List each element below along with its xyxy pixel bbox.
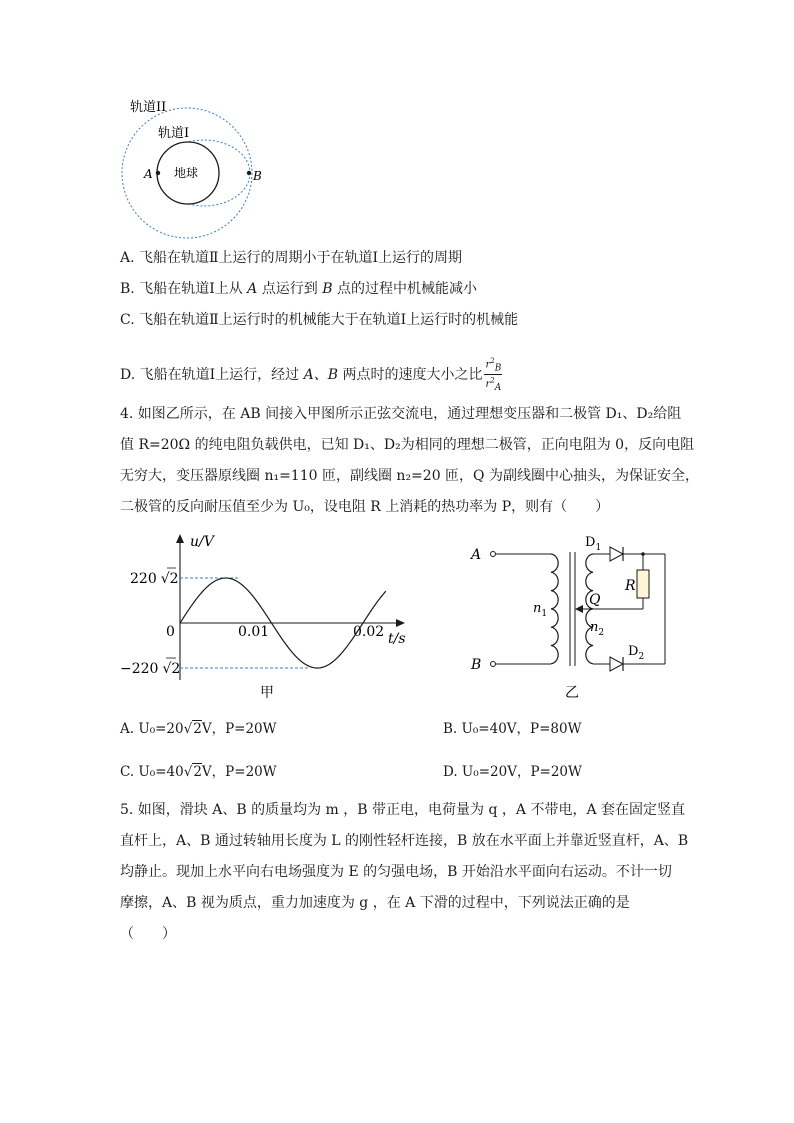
terminal-a-label: A bbox=[471, 547, 482, 563]
center-tap-arrow bbox=[575, 605, 583, 613]
q3-option-d: D. 飞船在轨道Ⅰ上运行，经过 A、B 两点时的速度大小之比 $\frac{r^2_B}{r^2_A}$ bbox=[120, 357, 502, 393]
n2-label: $n_2$ bbox=[590, 620, 605, 638]
q5-stem-line-5: （ ） bbox=[120, 926, 176, 942]
x-tick-002: 0.02 bbox=[353, 624, 385, 640]
figure-jia-caption: 甲 bbox=[260, 685, 274, 701]
terminal-b bbox=[491, 662, 496, 667]
diode-d2-triangle bbox=[610, 657, 623, 671]
point-b-dot bbox=[247, 171, 251, 175]
earth-label: 地球 bbox=[174, 166, 199, 180]
orbit-2-label: 轨道II bbox=[130, 100, 167, 115]
q5-stem-line-4: 摩擦，A、B 视为质点，重力加速度为 g ，在 A 下滑的过程中，下列说法正确的是 bbox=[120, 895, 630, 911]
diode-d1-label: $D_1$ bbox=[585, 535, 602, 553]
resistor-r bbox=[637, 570, 649, 598]
figure-jia-chart bbox=[110, 530, 410, 705]
diode-d2-label: $D_2$ bbox=[628, 644, 645, 662]
q4-option-b: B. U₀=40V，P=80W bbox=[443, 721, 582, 737]
q4-option-d: D. U₀=20V，P=20W bbox=[443, 764, 582, 780]
velocity-ratio-fraction: $\frac{r^2_B}{r^2_A}$ bbox=[485, 357, 502, 393]
y-axis-label: u/V bbox=[190, 534, 214, 550]
q4-option-c: C. U₀=40√2V，P=20W bbox=[120, 764, 277, 780]
x-axis-label: t/s bbox=[388, 631, 406, 647]
tap-q-label: Q bbox=[589, 592, 601, 608]
orbit-1-label: 轨道I bbox=[158, 126, 190, 141]
q4-stem-line-1: 4. 如图乙所示，在 AB 间接入甲图所示正弦交流电，通过理想变压器和二极管 D₁、D₂给阻 bbox=[120, 406, 682, 422]
q3-option-c: C. 飞船在轨道Ⅱ上运行时的机械能大于在轨道Ⅰ上运行时的机械能 bbox=[120, 312, 519, 328]
y-axis-arrow bbox=[176, 534, 184, 543]
q4-stem-line-2: 值 R=20Ω 的纯电阻负载供电，已知 D₁、D₂为相同的理想二极管，正向电阻为 0，反向电阻 bbox=[120, 437, 695, 453]
q5-stem-line-3: 均静止。现加上水平向右电场强度为 E 的匀强电场，B 开始沿水平面向右运动。不计一切 bbox=[120, 864, 672, 880]
n1-label: $n_1$ bbox=[533, 601, 548, 619]
terminal-b-label: B bbox=[471, 657, 482, 673]
resistor-label: R bbox=[625, 578, 636, 594]
q5-stem-line-1: 5. 如图，滑块 A、B 的质量均为 m ，B 带正电，电荷量为 q ，A 不带电，A 套在固定竖直 bbox=[120, 802, 686, 818]
primary-coil bbox=[551, 554, 558, 664]
x-axis-arrow bbox=[396, 619, 405, 627]
q4-stem-line-3: 无穷大，变压器原线圈 n₁=110 匝，副线圈 n₂=20 匝，Q 为副线圈中心抽头，为保证安全， bbox=[120, 468, 699, 484]
figure-yi-caption: 乙 bbox=[565, 685, 579, 701]
q3-option-b: B. 飞船在轨道Ⅰ上从 A 点运行到 B 点的过程中机械能减小 bbox=[120, 281, 477, 297]
orbit-figure bbox=[110, 95, 280, 240]
diode-d1-triangle bbox=[610, 547, 623, 561]
q3-option-a: A. 飞船在轨道Ⅱ上运行的周期小于在轨道Ⅰ上运行的周期 bbox=[120, 250, 463, 266]
q5-stem-line-2: 直杆上，A、B 通过转轴用长度为 L 的刚性轻杆连接，B 放在水平面上并靠近竖直杆，A、B bbox=[120, 833, 689, 849]
figure-yi-circuit bbox=[465, 530, 705, 705]
q4-option-a: A. U₀=20√2V，P=20W bbox=[120, 721, 277, 737]
x-tick-001: 0.01 bbox=[238, 624, 270, 640]
point-a-dot bbox=[156, 171, 160, 175]
q4-stem-line-4: 二极管的反向耐压值至少为 U₀，设电阻 R 上消耗的热功率为 P，则有（ ） bbox=[120, 499, 610, 515]
y-min-label: −220 √2 bbox=[120, 661, 181, 677]
point-a-label: A bbox=[144, 167, 153, 181]
y-max-label: 220 √2 bbox=[130, 571, 179, 587]
origin-label: 0 bbox=[166, 624, 175, 640]
terminal-a bbox=[491, 552, 496, 557]
point-b-label: B bbox=[253, 169, 262, 183]
